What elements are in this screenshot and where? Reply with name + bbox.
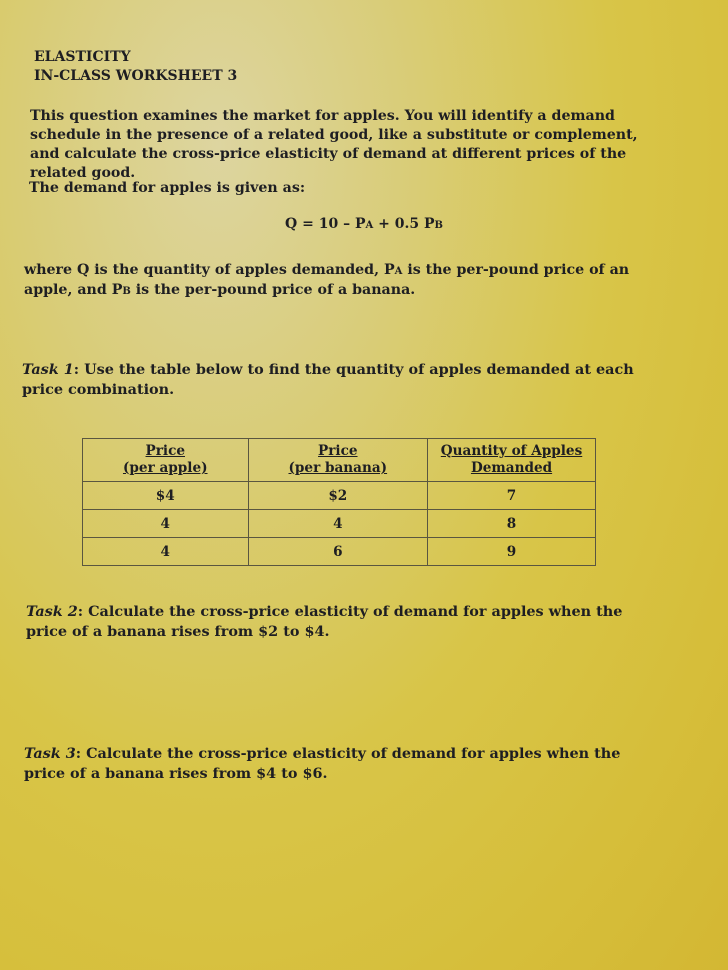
table-cell: 4 [83,510,249,538]
table-cell: $4 [83,482,249,510]
table-cell: 9 [428,538,596,566]
where-sub-b: B [122,286,131,297]
header-quantity-line1: Quantity of Apples [440,443,583,459]
task-2 [26,602,666,642]
table-row [83,482,596,510]
variable-definitions [24,261,664,301]
table-row [83,510,596,538]
task-1-text: : Use the table below to find the quantity of apples demanded at each price combination. [22,361,634,398]
worksheet-title [34,48,237,86]
title-line-1: ELASTICITY [34,49,131,65]
equation-sub-a: A [365,220,374,231]
task-3-text: : Calculate the cross-price elasticity of demand for apples when the price of a banana rises from $4 to $6. [24,745,621,782]
where-part-2: is the per-pound price of an apple, and P [24,262,630,298]
header-price-banana-line1: Price [318,443,358,459]
table-row [83,538,596,566]
table-cell: $2 [248,482,428,510]
table-cell: 4 [83,538,249,566]
where-part-1: where Q is the quantity of apples demanded, P [24,262,395,278]
header-quantity [428,439,596,482]
task-1 [22,360,662,400]
table-header-row [83,439,596,482]
header-quantity-line2: Demanded [470,460,553,476]
equation-mid: + 0.5 P [373,216,435,232]
equation-lhs: Q = 10 – P [285,216,366,232]
task-2-label: Task 2 [26,603,78,620]
header-price-banana-line2: (per banana) [288,460,388,476]
table-cell: 6 [248,538,428,566]
header-price-apple-line2: (per apple) [122,460,208,476]
where-part-3: is the per-pound price of a banana. [130,282,416,298]
demand-schedule-table [82,438,596,566]
task-3 [24,744,664,784]
table-cell: 7 [428,482,596,510]
header-price-banana [248,439,428,482]
table-cell: 8 [428,510,596,538]
task-2-text: : Calculate the cross-price elasticity of demand for apples when the price of a banana rises from $2 to $4. [26,603,623,640]
equation-sub-b: B [434,220,443,231]
header-price-apple-line1: Price [145,443,185,459]
title-line-2: IN-CLASS WORKSHEET 3 [34,68,238,84]
task-1-label: Task 1 [22,361,74,378]
where-sub-a: A [394,266,403,277]
task-3-label: Task 3 [24,745,76,762]
intro-paragraph: This question examines the market for apples. You will identify a demand schedule in the presence of a related good, like a substitute or complement, and calculate the cross-price elasticity of demand at different prices of the related good. [30,108,638,181]
demand-lead-text: The demand for apples is given as: [29,180,306,196]
demand-equation [0,216,728,232]
header-price-apple [83,439,249,482]
table-cell: 4 [248,510,428,538]
